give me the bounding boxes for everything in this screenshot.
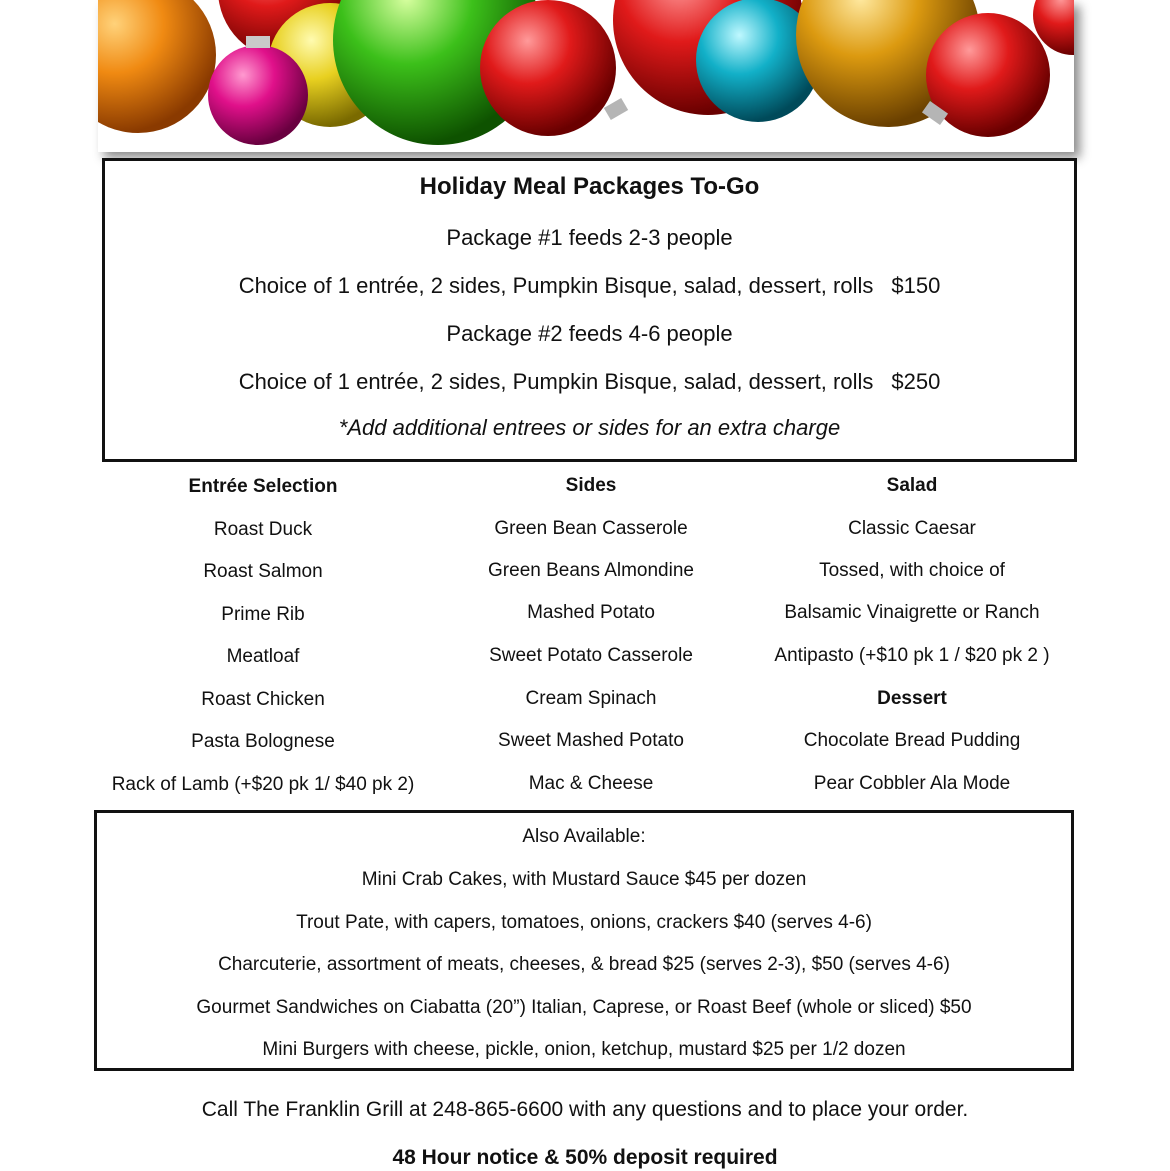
also-available-item: Mini Crab Cakes, with Mustard Sauce $45 per dozen (361, 869, 807, 890)
package1-title: Package #1 feeds 2-3 people (446, 225, 733, 250)
package1-price: $150 (891, 273, 941, 298)
call-to-order: Call The Franklin Grill at 248-865-6600 with any questions and to place your order. (201, 1098, 969, 1121)
christmas-ornaments-image (98, 0, 1074, 152)
dessert-item: Pear Cobbler Ala Mode (813, 773, 1011, 794)
entree-item: Roast Duck (213, 519, 313, 540)
also-available-box (94, 810, 1074, 1071)
also-available-item: Gourmet Sandwiches on Ciabatta (20”) Italian, Caprese, or Roast Beef (whole or sliced) $50 (196, 997, 972, 1018)
entree-item: Meatloaf (226, 646, 300, 667)
dessert-heading: Dessert (877, 688, 947, 709)
also-available-item: Charcuterie, assortment of meats, cheeses, & bread $25 (serves 2-3), $50 (serves 4-6) (218, 954, 950, 975)
salad-heading: Salad (886, 475, 938, 496)
also-available-heading: Also Available: (522, 826, 646, 847)
sides-item: Mac & Cheese (528, 773, 654, 794)
package2-price: $250 (891, 369, 941, 394)
sides-item: Sweet Mashed Potato (498, 730, 684, 751)
package1-desc: Choice of 1 entrée, 2 sides, Pumpkin Bisque, salad, dessert, rolls (238, 273, 874, 298)
salad-item: Antipasto (+$10 pk 1 / $20 pk 2 ) (774, 645, 1050, 666)
entree-item: Rack of Lamb (+$20 pk 1/ $40 pk 2) (111, 774, 415, 795)
salad-item: Balsamic Vinaigrette or Ranch (784, 602, 1040, 623)
entree-item: Roast Salmon (203, 561, 323, 582)
menu-columns (0, 470, 1170, 800)
entree-item: Pasta Bolognese (191, 731, 335, 752)
salad-item: Tossed, with choice of (819, 560, 1005, 581)
salad-item: Classic Caesar (848, 518, 976, 539)
sides-item: Cream Spinach (525, 688, 657, 709)
packages-box (102, 158, 1077, 462)
also-available-item: Mini Burgers with cheese, pickle, onion, ketchup, mustard $25 per 1/2 dozen (262, 1039, 906, 1060)
packages-title: Holiday Meal Packages To-Go (419, 173, 760, 200)
sides-item: Green Beans Almondine (488, 560, 694, 581)
dessert-item: Chocolate Bread Pudding (803, 730, 1021, 751)
entree-heading: Entrée Selection (188, 476, 338, 497)
sides-item: Sweet Potato Casserole (489, 645, 693, 666)
packages-note: *Add additional entrees or sides for an extra charge (338, 415, 841, 440)
package2-desc: Choice of 1 entrée, 2 sides, Pumpkin Bisque, salad, dessert, rolls (238, 369, 874, 394)
notice-requirement: 48 Hour notice & 50% deposit required (392, 1146, 778, 1169)
entree-item: Prime Rib (221, 604, 305, 625)
sides-heading: Sides (565, 475, 617, 496)
sides-item: Mashed Potato (527, 602, 655, 623)
package1-line (105, 273, 1074, 299)
ornament-banner (98, 0, 1074, 152)
sides-item: Green Bean Casserole (494, 518, 688, 539)
package2-line (105, 369, 1074, 395)
package2-title: Package #2 feeds 4-6 people (446, 321, 733, 346)
entree-item: Roast Chicken (201, 689, 325, 710)
also-available-item: Trout Pate, with capers, tomatoes, onions, crackers $40 (serves 4-6) (296, 912, 872, 933)
